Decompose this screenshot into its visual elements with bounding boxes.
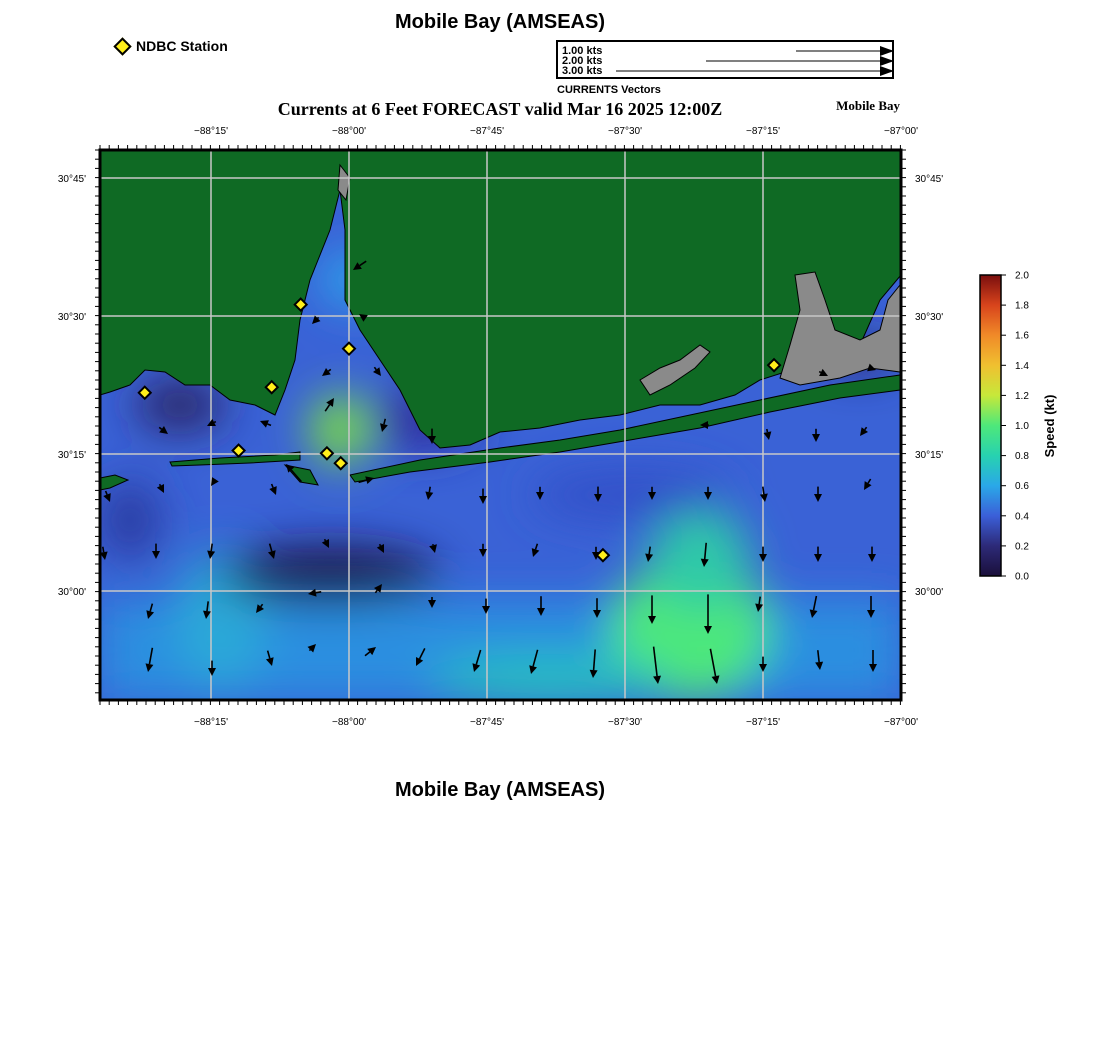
y-tick-right-3: 30°15' <box>915 450 944 461</box>
x-tick-bottom-6: −87°00' <box>884 717 918 728</box>
y-tick-left-1: 30°45' <box>57 174 86 185</box>
colorbar-tick-label: 0.2 <box>1015 541 1029 553</box>
colorbar-tick-label: 2.0 <box>1015 270 1029 282</box>
x-tick-bottom-3: −87°45' <box>470 717 504 728</box>
y-tick-right-2: 30°30' <box>915 312 944 323</box>
x-tick-top-4: −87°30' <box>608 126 642 137</box>
y-tick-left-2: 30°30' <box>57 312 86 323</box>
colorbar-tick-label: 1.8 <box>1015 300 1029 312</box>
x-tick-top-5: −87°15' <box>746 126 780 137</box>
x-tick-bottom-5: −87°15' <box>746 717 780 728</box>
vector-scale-label-1: 1.00 kts <box>562 45 603 57</box>
colorbar-tick-label: 0.8 <box>1015 451 1029 463</box>
colorbar <box>980 271 1057 583</box>
colorbar-tick-label: 1.6 <box>1015 330 1029 342</box>
colorbar-tick-label: 0.0 <box>1015 571 1029 583</box>
colorbar-title: Speed (kt) <box>1042 394 1057 458</box>
x-tick-top-3: −87°45' <box>470 126 504 137</box>
y-tick-left-4: 30°00' <box>57 587 86 598</box>
chart-title: Mobile Bay (AMSEAS) <box>394 11 606 33</box>
x-tick-top-6: −87°00' <box>884 126 918 137</box>
x-tick-top-1: −88°15' <box>194 126 228 137</box>
y-tick-left-3: 30°15' <box>57 450 86 461</box>
footer-title: Mobile Bay (AMSEAS) <box>394 779 606 801</box>
region-label: Mobile Bay <box>836 98 900 113</box>
station-legend-label: NDBC Station <box>136 38 228 54</box>
map-area <box>100 150 901 705</box>
colorbar-tick-label: 1.2 <box>1015 390 1029 402</box>
vector-scale-label-2: 2.00 kts <box>562 55 603 67</box>
x-tick-bottom-2: −88°00' <box>332 717 366 728</box>
y-tick-right-4: 30°00' <box>915 587 944 598</box>
colorbar-tick-label: 0.6 <box>1015 481 1029 493</box>
colorbar-tick-label: 0.4 <box>1015 511 1029 523</box>
colorbar-tick-label: 1.4 <box>1015 360 1029 372</box>
colorbar-tick-label: 1.0 <box>1015 421 1029 432</box>
x-tick-bottom-4: −87°30' <box>608 717 642 728</box>
y-tick-right-1: 30°45' <box>915 174 944 185</box>
vector-caption: CURRENTS Vectors <box>557 84 661 96</box>
x-tick-top-2: −88°00' <box>332 126 366 137</box>
colorbar-ramp <box>980 275 1001 576</box>
chart-subtitle: Currents at 6 Feet FORECAST valid Mar 16 2025 12:00Z <box>277 99 723 119</box>
vector-scale-label-3: 3.00 kts <box>562 65 603 77</box>
x-tick-bottom-1: −88°15' <box>194 717 228 728</box>
